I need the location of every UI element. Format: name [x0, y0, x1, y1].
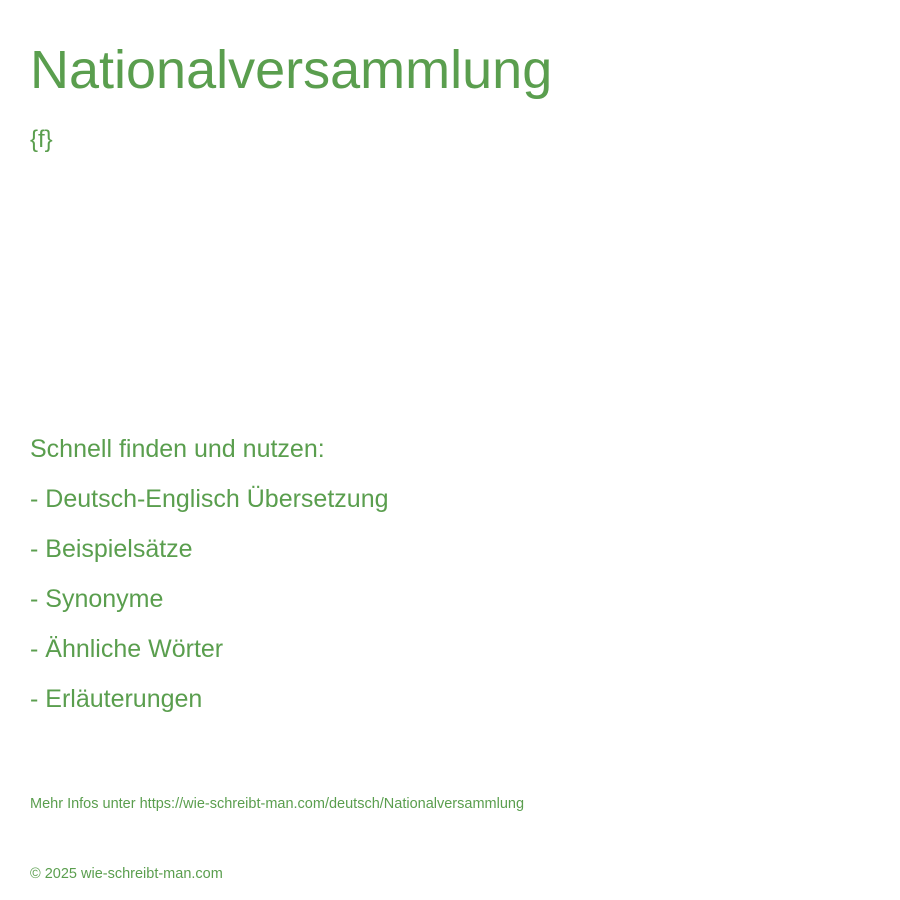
feature-item-example-sentences: - Beispielsätze	[30, 535, 193, 563]
feature-item-translation: - Deutsch-Englisch Übersetzung	[30, 485, 389, 513]
page-title: Nationalversammlung	[30, 40, 553, 100]
copyright-text: © 2025 wie-schreibt-man.com	[30, 866, 223, 882]
features-list	[30, 474, 389, 724]
more-info-text: Mehr Infos unter https://wie-schreibt-man.com/deutsch/Nationalversammlung	[30, 796, 525, 812]
feature-item-explanations: - Erläuterungen	[30, 685, 203, 713]
gender-label: {f}	[30, 126, 53, 153]
features-section	[30, 424, 389, 724]
feature-item-synonyms: - Synonyme	[30, 585, 164, 613]
feature-item-similar-words: - Ähnliche Wörter	[30, 635, 224, 663]
features-heading: Schnell finden und nutzen:	[30, 435, 325, 463]
